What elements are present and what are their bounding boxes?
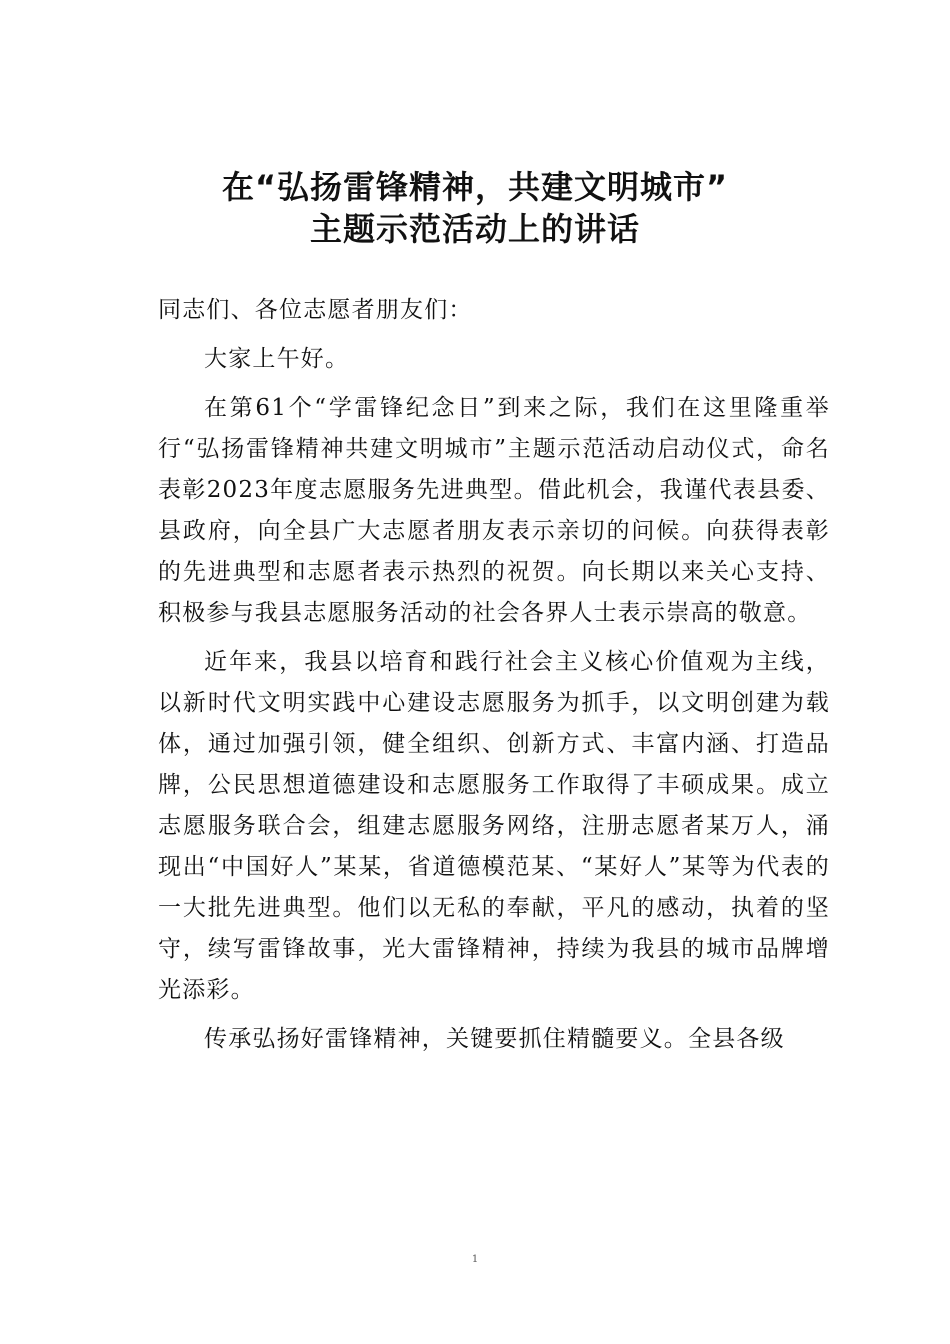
paragraph-greeting: 大家上午好。	[204, 346, 350, 372]
paragraph-achievements: 近年来，我县以培育和践行社会主义核心价值观为主线，以新时代文明实践中心建设志愿服务为抓手，以文明创建为载体，通过加强引领，健全组织、创新方式、丰富内涵、打造品牌，公民思想道德建设和志愿服务工作取得了丰硕成果。成立志愿服务联合会，组建志愿服务网络，注册志愿者某万人，涌现出“中国好人”某某，省道德模范某、“某好人”某等为代表的一大批先进典型。他们以无私的奉献，平凡的感动，执着的坚守，续写雷锋故事，光大雷锋精神，持续为我县的城市品牌增光添彩。	[158, 649, 830, 1003]
paragraph-opening: 在第61个“学雷锋纪念日”到来之际，我们在这里隆重举行“弘扬雷锋精神共建文明城市”主题示范活动启动仪式，命名表彰2023年度志愿服务先进典型。借此机会，我谨代表县委、县政府，向全县广大志愿者朋友表示亲切的问候。向获得表彰的先进典型和志愿者表示热烈的祝贺。向长期以来关心支持、积极参与我县志愿服务活动的社会各界人士表示崇高的敬意。	[158, 395, 830, 626]
document-body	[158, 290, 830, 1068]
page-number: 1	[471, 1254, 479, 1265]
document-title-line-1: 在“弘扬雷锋精神，共建文明城市”	[221, 168, 729, 206]
paragraph-continuation: 传承弘扬好雷锋精神，关键要抓住精髓要义。全县各级	[204, 1026, 785, 1052]
document-title-line-2: 主题示范活动上的讲话	[309, 210, 640, 248]
salutation: 同志们、各位志愿者朋友们：	[158, 297, 473, 323]
